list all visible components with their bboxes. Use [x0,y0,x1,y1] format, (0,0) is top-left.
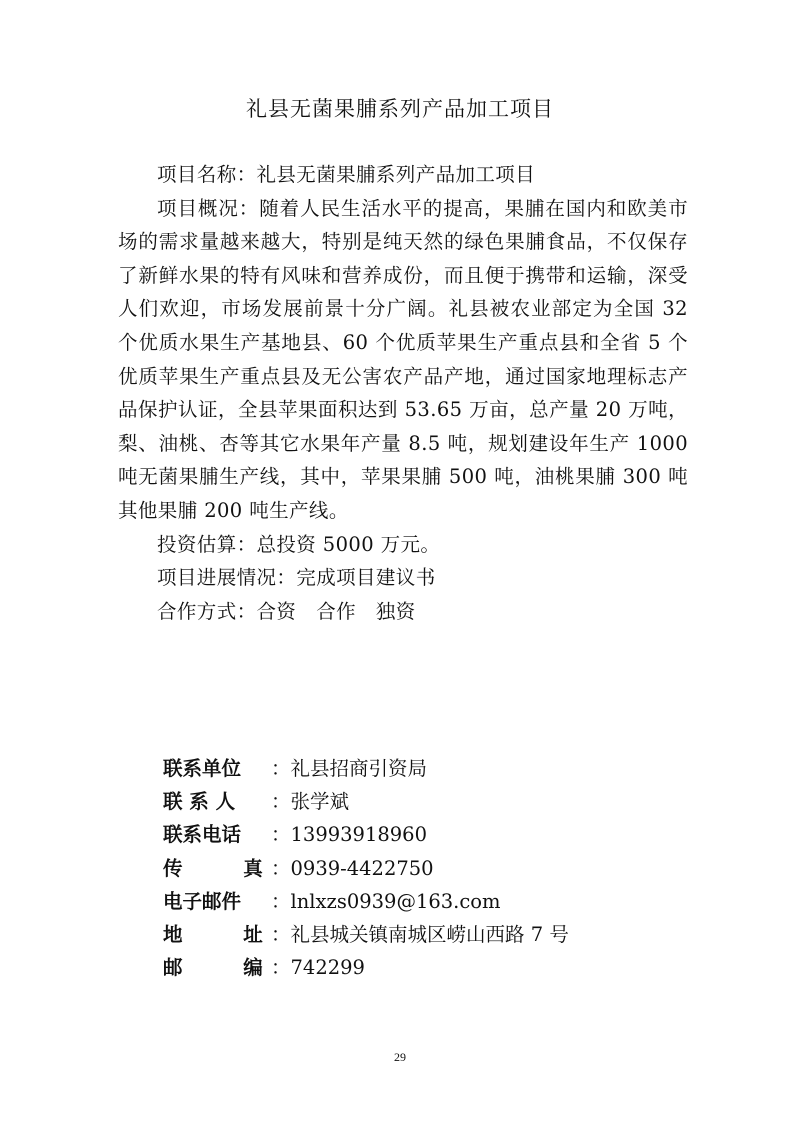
project-name-line: 项目名称：礼县无菌果脯系列产品加工项目 [157,163,536,186]
contact-value: 742299 [290,956,365,980]
contact-row-email [163,885,569,918]
contact-value: 0939-4422750 [290,856,434,880]
contact-row-postcode [163,951,569,984]
cooperation-line: 合作方式：合资 合作 独资 [157,599,416,623]
progress-line: 项目进展情况：完成项目建议书 [157,566,436,590]
contact-label: 电子邮件 [163,889,242,913]
contact-row-unit [163,752,569,785]
contact-value: 礼县城关镇南城区崂山西路 7 号 [290,923,569,947]
contact-row-address [163,918,569,951]
contact-label: 联 系 人 [163,790,236,814]
contact-value: 礼县招商引资局 [290,757,428,780]
contact-colon: ： [271,889,291,913]
contact-info [163,752,569,984]
page-number: 29 [394,1050,406,1064]
contact-label: 地 址 [163,923,263,947]
contact-row-phone [163,818,569,851]
contact-value: 张学斌 [290,790,350,814]
contact-colon: ： [271,823,291,847]
contact-label: 联系单位 [163,757,242,780]
contact-colon: ： [271,790,291,814]
contact-row-person [163,785,569,818]
contact-row-fax [163,852,569,885]
contact-colon: ： [271,757,291,780]
contact-label: 邮 编 [163,956,263,980]
contact-value: lnlxzs0939@163.com [290,889,501,913]
contact-label: 联系电话 [163,823,242,847]
contact-colon: ： [271,956,291,980]
contact-colon: ： [271,856,291,880]
contact-colon: ： [271,923,291,947]
project-overview: 项目概况：随着人民生活水平的提高，果脯在国内和欧美市场的需求量越来越大，特别是纯天然的绿色果脯食品，不仅保存了新鲜水果的特有风味和营养成份，而且便于携带和运输，深受人们欢迎，市场发展前景十分广阔。礼县被农业部定为全国 32 个优质水果生产基地县、60 个优质苹果生产重点县和全省 5 个优质苹果生产重点县及无公害农产品产地，通过国家地理标志产品保护认证，全县苹果面积达到 53.65 万亩，总产量 20 万吨，梨、油桃、杏等其它水果年产量 8.5 吨，规划建设年生产 1000 吨无菌果脯生产线，其中，苹果果脯 500 吨，油桃果脯 300 吨其他果脯 200 吨生产线。 [118,196,688,522]
contact-value: 13993918960 [290,823,427,847]
contact-label: 传 真 [163,856,263,880]
project-body [118,158,688,628]
page-title: 礼县无菌果脯系列产品加工项目 [246,97,554,121]
investment-line: 投资估算：总投资 5000 万元。 [157,532,441,556]
